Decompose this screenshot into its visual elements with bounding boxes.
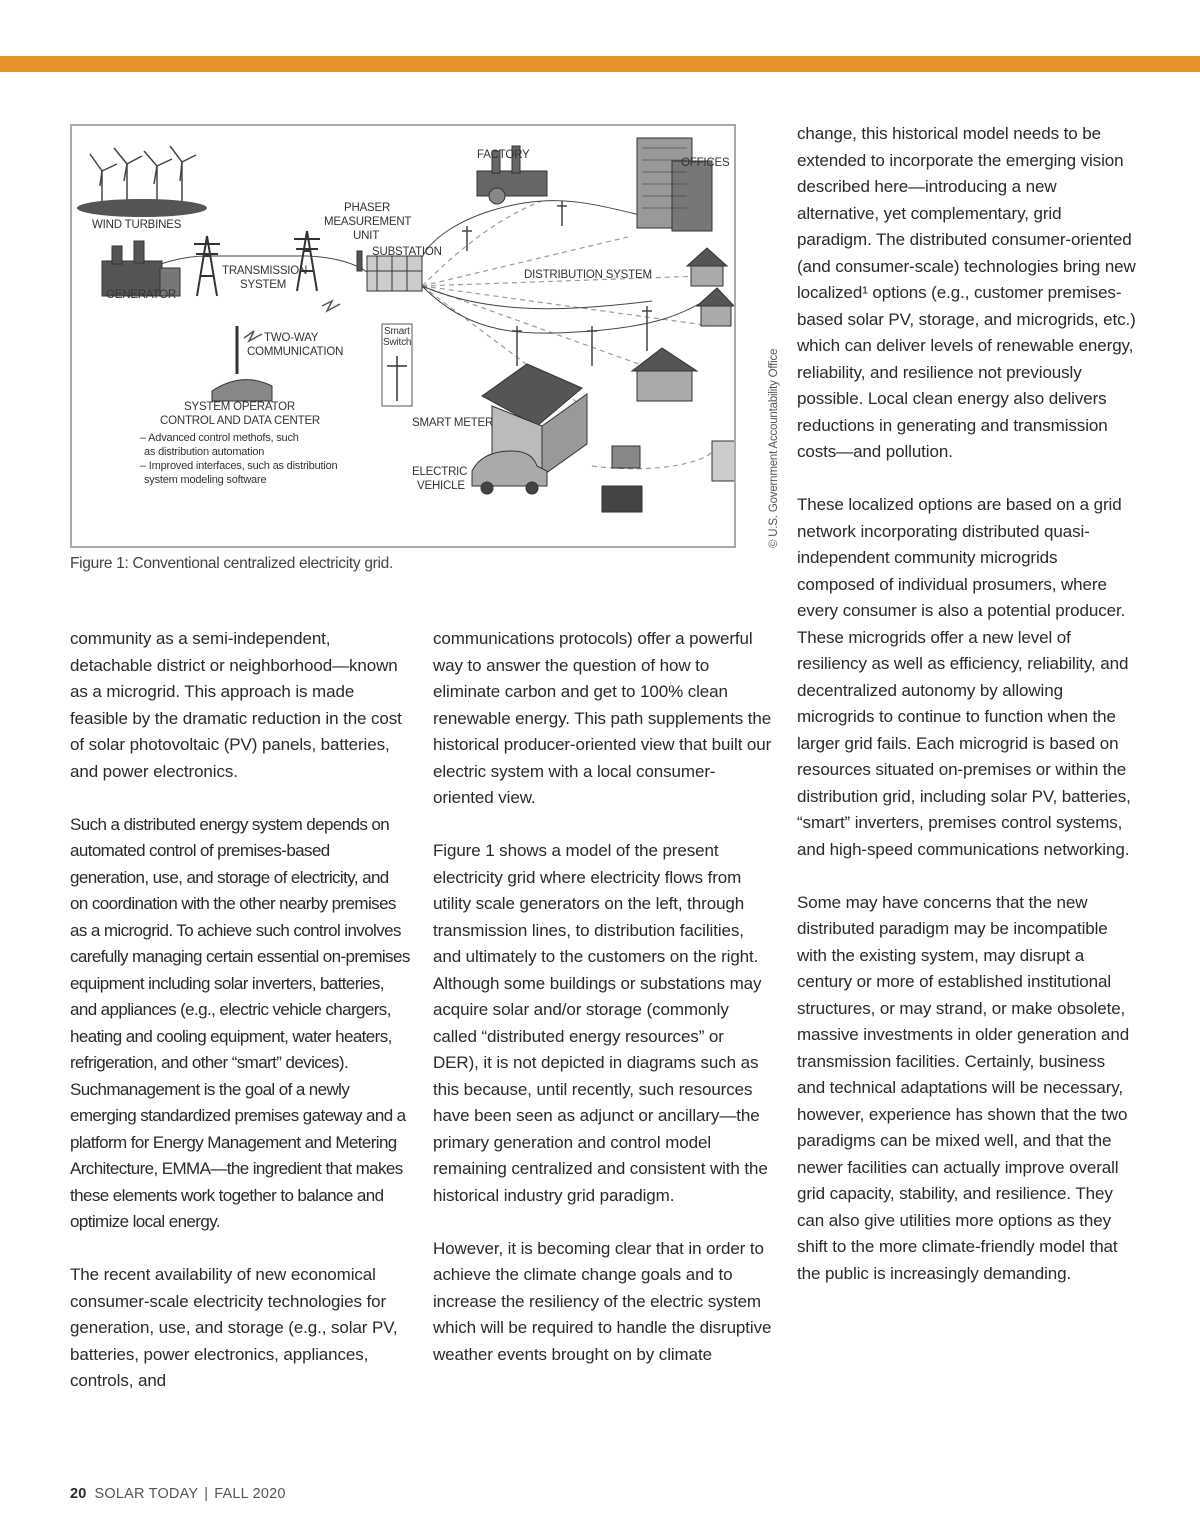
label-two-way-1: TWO-WAY bbox=[264, 332, 319, 344]
figure-caption: Figure 1: Conventional centralized electricity grid. bbox=[70, 555, 393, 572]
text-column-3 bbox=[797, 121, 1137, 1314]
label-distribution-system: DISTRIBUTION SYSTEM bbox=[524, 269, 652, 281]
footer-separator: | bbox=[204, 1486, 209, 1502]
paragraph: change, this historical model needs to be extended to incorporate the emerging vision described here—introducing a new alternative, yet complementary, grid paradigm. The distributed consumer-oriented (and consumer-scale) technologies bring new localized¹ options (e.g., customer premises-based solar PV, storage, and microgrids, etc.) which can deliver levels of renewable energy, reliability, and resilience not previously possible. Local clean energy also delivers reductions in generating and transmission costs—and pollution. bbox=[797, 124, 1136, 461]
label-generator: GENERATOR bbox=[106, 289, 176, 301]
bullet-line: as distribution automation bbox=[144, 446, 265, 458]
text-column-1 bbox=[70, 626, 410, 1421]
label-substation: SUBSTATION bbox=[372, 246, 442, 258]
label-offices: OFFICES bbox=[681, 157, 730, 169]
paragraph: The recent availability of new economical consumer-scale electricity technologies for generation, use, and storage (e.g., solar PV, batteries, power electronics, appliances, controls, and bbox=[70, 1265, 398, 1390]
bullet-line: system modeling software bbox=[144, 474, 267, 486]
label-transmission-1: TRANSMISSION bbox=[222, 265, 308, 277]
paragraph: community as a semi-independent, detachable district or neighborhood—known as a microgrid. This approach is made feasible by the dramatic reduction in the cost of solar photovoltaic (PV) panels, batteries, and power electronics. bbox=[70, 629, 402, 781]
label-factory: FACTORY bbox=[477, 149, 530, 161]
issue-label: FALL 2020 bbox=[214, 1486, 286, 1502]
label-phaser-1: PHASER bbox=[344, 202, 391, 214]
control-center-bullets bbox=[140, 431, 337, 487]
paragraph: Some may have concerns that the new distributed paradigm may be incompatible with the existing system, may disrupt a century or more of established institutional structures, or may strand, or make obsolete, massive investments in older generation and transmission facilities. Certainly, business and technical adaptations will be necessary, however, experience has shown that the two paradigms can be mixed well, and that the newer facilities can actually improve overall grid capacity, stability, and resilience. They can also give utilities more options as they shift to the more climate-friendly model that the public is increasingly demanding. bbox=[797, 892, 1130, 1283]
label-electric-1: ELECTRIC bbox=[412, 466, 468, 478]
label-electric-2: VEHICLE bbox=[417, 480, 465, 492]
label-phaser-2: MEASUREMENT bbox=[324, 216, 412, 228]
figure-grid-diagram bbox=[70, 124, 736, 548]
paragraph: Such a distributed energy system depends on automated control of premises-based generation, use, and storage of electricity, and on coordination with the other nearby premises as a microgrid. To achieve such control involves carefully managing certain essential on-premises equipment including solar inverters, batteries, and appliances (e.g., electric vehicle chargers, heating and cooling equipment, water heaters, refrigeration, and other “smart” devices). Suchmanagement is the goal of a newly emerging standardized premises gateway and a platform for Energy Management and Metering Architecture, EMMA—the ingredient that makes these elements work together to balance and optimize local energy. bbox=[70, 814, 410, 1231]
paragraph: However, it is becoming clear that in order to achieve the climate change goals and to increase the resiliency of the electric system which will be required to handle the disruptive weather events brought on by climate bbox=[433, 1238, 772, 1364]
page-number: 20 bbox=[70, 1486, 87, 1502]
bullet-line: – Advanced control methofs, such bbox=[140, 432, 299, 444]
photo-credit: © U.S. Government Accountability Office bbox=[768, 348, 780, 548]
paragraph: Figure 1 shows a model of the present electricity grid where electricity flows from utility scale generators on the left, through transmission lines, to distribution facilities, and ultimately to the customers on the right. Although some buildings or substations may acquire solar and/or storage (commonly called “distributed energy resources” or DER), it is not depicted in diagrams such as this because, until recently, such resources have been seen as adjunct or ancillary—the primary generation and control model remaining centralized and consistent with the historical industry grid paradigm. bbox=[433, 841, 768, 1205]
label-control-2: CONTROL AND DATA CENTER bbox=[160, 415, 321, 427]
paragraph: communications protocols) offer a powerful way to answer the question of how to eliminate carbon and get to 100% clean renewable energy. This path supplements the historical producer-oriented view that built our electric system with a local consumer-oriented view. bbox=[433, 629, 772, 807]
page-footer bbox=[70, 1486, 286, 1502]
label-smart-switch-1: Smart bbox=[384, 326, 410, 337]
label-phaser-3: UNIT bbox=[353, 230, 380, 242]
paragraph: These localized options are based on a grid network incorporating distributed quasi-independent community microgrids composed of individual prosumers, where every consumer is also a potential producer. These microgrids offer a new level of resiliency as well as efficiency, reliability, and decentralized autonomy by allowing microgrids to continue to function when the larger grid fails. Each microgrid is based on resources situated on-premises or within the distribution grid, including solar PV, batteries, “smart” inverters, premises control systems, and high-speed communications networking. bbox=[797, 495, 1131, 859]
label-smart-switch-2: Switch bbox=[383, 337, 412, 348]
label-two-way-2: COMMUNICATION bbox=[247, 346, 344, 358]
label-wind-turbines: WIND TURBINES bbox=[92, 219, 182, 231]
label-smart-meter: SMART METER bbox=[412, 417, 494, 429]
text-column-2 bbox=[433, 626, 773, 1395]
header-accent-bar bbox=[0, 56, 1200, 72]
magazine-name: SOLAR TODAY bbox=[94, 1486, 199, 1502]
bullet-line: – Improved interfaces, such as distribution bbox=[140, 460, 338, 472]
label-control-1: SYSTEM OPERATOR bbox=[184, 401, 295, 413]
label-transmission-2: SYSTEM bbox=[240, 279, 287, 291]
